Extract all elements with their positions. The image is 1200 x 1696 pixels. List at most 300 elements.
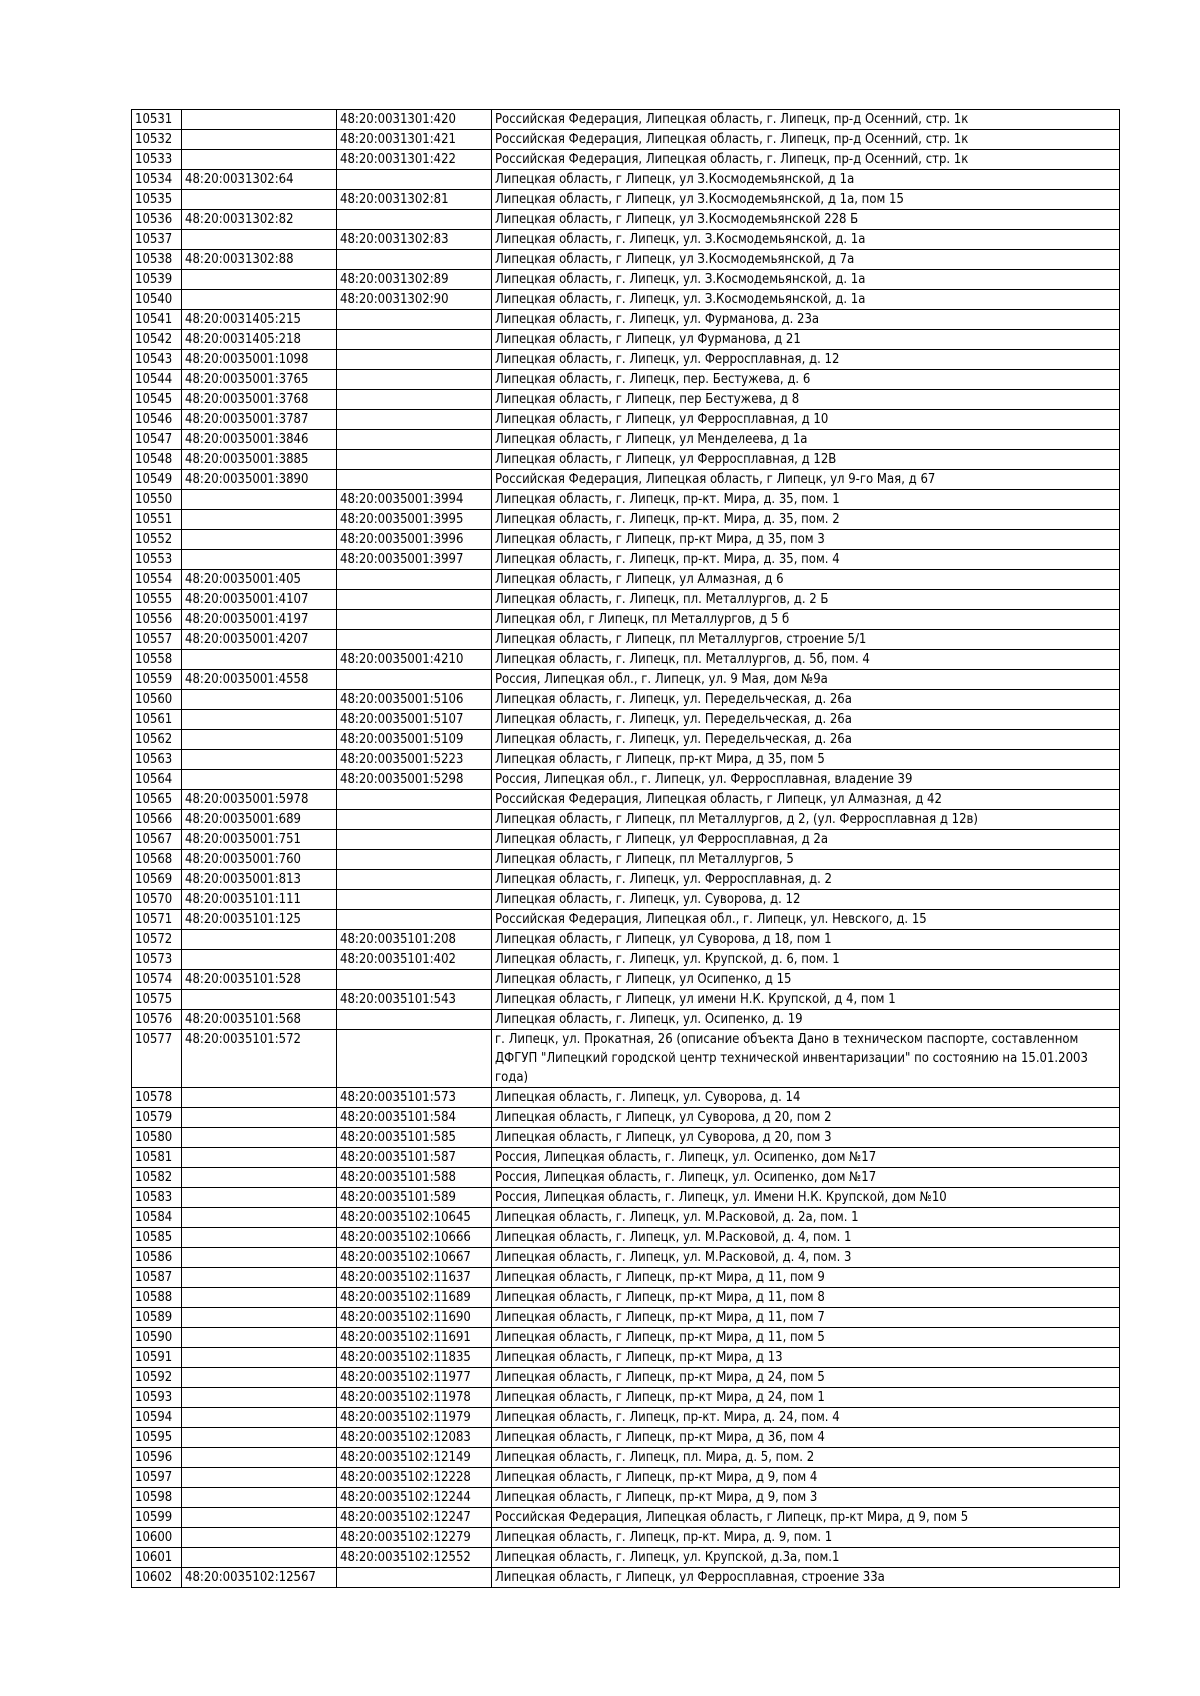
cadastral-number-cell: [182, 990, 337, 1010]
table-row: [132, 1348, 1120, 1368]
cadastral-number-secondary-cell: 48:20:0031301:420: [337, 110, 492, 130]
row-number-cell: 10583: [132, 1188, 182, 1208]
cadastral-number-secondary-cell: 48:20:0035101:543: [337, 990, 492, 1010]
cadastral-number-secondary-cell: [337, 670, 492, 690]
cadastral-number-cell: [182, 1088, 337, 1108]
table-row: [132, 1408, 1120, 1428]
row-number-cell: 10591: [132, 1348, 182, 1368]
table-row: [132, 570, 1120, 590]
cadastral-number-cell: [182, 770, 337, 790]
table-row: [132, 1548, 1120, 1568]
row-number-cell: 10576: [132, 1010, 182, 1030]
cadastral-number-secondary-cell: 48:20:0031302:83: [337, 230, 492, 250]
cadastral-number-secondary-cell: [337, 790, 492, 810]
cadastral-number-secondary-cell: 48:20:0035001:5107: [337, 710, 492, 730]
table-row: [132, 150, 1120, 170]
registry-table: [131, 109, 1120, 1588]
cadastral-number-cell: [182, 1228, 337, 1248]
cadastral-number-cell: [182, 150, 337, 170]
table-row: [132, 590, 1120, 610]
table-row: [132, 930, 1120, 950]
row-number-cell: 10541: [132, 310, 182, 330]
address-cell: Липецкая область, г Липецк, ул Суворова, д 18, пом 1: [492, 930, 1120, 950]
address-cell: Липецкая область, г Липецк, ул имени Н.К. Крупской, д 4, пом 1: [492, 990, 1120, 1010]
cadastral-number-secondary-cell: 48:20:0035102:12552: [337, 1548, 492, 1568]
cadastral-number-secondary-cell: [337, 1010, 492, 1030]
cadastral-number-cell: 48:20:0035001:813: [182, 870, 337, 890]
cadastral-number-secondary-cell: 48:20:0035102:11979: [337, 1408, 492, 1428]
table-row: [132, 1508, 1120, 1528]
table-row: [132, 410, 1120, 430]
cadastral-number-secondary-cell: 48:20:0035102:10667: [337, 1248, 492, 1268]
address-cell: Липецкая область, г. Липецк, пр-кт. Мира, д. 35, пом. 1: [492, 490, 1120, 510]
address-cell: Липецкая область, г Липецк, пр-кт Мира, д 35, пом 3: [492, 530, 1120, 550]
cadastral-number-cell: 48:20:0031405:218: [182, 330, 337, 350]
address-cell: Россия, Липецкая область, г. Липецк, ул. Осипенко, дом №17: [492, 1148, 1120, 1168]
cadastral-number-cell: [182, 270, 337, 290]
address-cell: Липецкая область, г Липецк, пр-кт Мира, д 24, пом 5: [492, 1368, 1120, 1388]
cadastral-number-secondary-cell: 48:20:0035001:5223: [337, 750, 492, 770]
cadastral-number-cell: [182, 1148, 337, 1168]
cadastral-number-secondary-cell: [337, 370, 492, 390]
address-cell: Российская Федерация, Липецкая область, г. Липецк, пр-д Осенний, стр. 1к: [492, 130, 1120, 150]
table-row: [132, 770, 1120, 790]
row-number-cell: 10599: [132, 1508, 182, 1528]
cadastral-number-cell: [182, 1288, 337, 1308]
cadastral-number-cell: 48:20:0035001:3765: [182, 370, 337, 390]
table-row: [132, 170, 1120, 190]
row-number-cell: 10580: [132, 1128, 182, 1148]
cadastral-number-secondary-cell: 48:20:0035101:584: [337, 1108, 492, 1128]
address-cell: Липецкая область, г Липецк, ул З.Космодемьянской, д 1а: [492, 170, 1120, 190]
row-number-cell: 10578: [132, 1088, 182, 1108]
address-cell: Липецкая область, г Липецк, ул Фурманова, д 21: [492, 330, 1120, 350]
row-number-cell: 10565: [132, 790, 182, 810]
cadastral-number-secondary-cell: 48:20:0035101:585: [337, 1128, 492, 1148]
address-cell: Липецкая область, г Липецк, пр-кт Мира, д 35, пом 5: [492, 750, 1120, 770]
cadastral-number-cell: [182, 1368, 337, 1388]
cadastral-number-secondary-cell: [337, 1030, 492, 1088]
cadastral-number-secondary-cell: 48:20:0035102:12244: [337, 1488, 492, 1508]
cadastral-number-secondary-cell: [337, 1568, 492, 1588]
cadastral-number-secondary-cell: 48:20:0035102:10645: [337, 1208, 492, 1228]
address-cell: Российская Федерация, Липецкая область, г Липецк, ул Алмазная, д 42: [492, 790, 1120, 810]
cadastral-number-cell: 48:20:0035001:4107: [182, 590, 337, 610]
cadastral-number-cell: [182, 1528, 337, 1548]
address-cell: Липецкая область, г. Липецк, пл. Металлургов, д. 2 Б: [492, 590, 1120, 610]
row-number-cell: 10554: [132, 570, 182, 590]
address-cell: Липецкая область, г Липецк, ул Осипенко, д 15: [492, 970, 1120, 990]
table-row: [132, 1188, 1120, 1208]
cadastral-number-secondary-cell: [337, 470, 492, 490]
cadastral-number-secondary-cell: 48:20:0035101:402: [337, 950, 492, 970]
cadastral-number-secondary-cell: [337, 430, 492, 450]
row-number-cell: 10572: [132, 930, 182, 950]
row-number-cell: 10577: [132, 1030, 182, 1088]
cadastral-number-secondary-cell: 48:20:0035101:208: [337, 930, 492, 950]
table-row: [132, 850, 1120, 870]
cadastral-number-cell: 48:20:0035101:528: [182, 970, 337, 990]
row-number-cell: 10532: [132, 130, 182, 150]
cadastral-number-secondary-cell: [337, 350, 492, 370]
row-number-cell: 10575: [132, 990, 182, 1010]
cadastral-number-secondary-cell: 48:20:0035102:11835: [337, 1348, 492, 1368]
table-row: [132, 970, 1120, 990]
row-number-cell: 10539: [132, 270, 182, 290]
cadastral-number-cell: [182, 490, 337, 510]
table-row: [132, 1468, 1120, 1488]
row-number-cell: 10567: [132, 830, 182, 850]
table-row: [132, 430, 1120, 450]
row-number-cell: 10585: [132, 1228, 182, 1248]
row-number-cell: 10548: [132, 450, 182, 470]
table-row: [132, 1388, 1120, 1408]
address-cell: Липецкая область, г Липецк, пр-кт Мира, д 36, пом 4: [492, 1428, 1120, 1448]
address-cell: Липецкая область, г. Липецк, ул. Ферросплавная, д. 12: [492, 350, 1120, 370]
cadastral-number-cell: 48:20:0035001:3768: [182, 390, 337, 410]
cadastral-number-secondary-cell: 48:20:0035101:587: [337, 1148, 492, 1168]
address-cell: Липецкая область, г. Липецк, пр-кт. Мира, д. 35, пом. 2: [492, 510, 1120, 530]
address-cell: г. Липецк, ул. Прокатная, 26 (описание объекта Дано в техническом паспорте, составленном ДФГУП "Липецкий городской центр технической инвентаризации" по состоянию на 15.01.2003 года): [492, 1030, 1120, 1088]
address-cell: Липецкая область, г Липецк, пр-кт Мира, д 9, пом 4: [492, 1468, 1120, 1488]
cadastral-number-cell: [182, 230, 337, 250]
address-cell: Липецкая область, г Липецк, пр-кт Мира, д 11, пом 8: [492, 1288, 1120, 1308]
cadastral-number-secondary-cell: [337, 630, 492, 650]
table-row: [132, 250, 1120, 270]
row-number-cell: 10573: [132, 950, 182, 970]
address-cell: Липецкая область, г Липецк, ул Ферросплавная, д 2а: [492, 830, 1120, 850]
address-cell: Липецкая область, г Липецк, ул Суворова, д 20, пом 3: [492, 1128, 1120, 1148]
table-row: [132, 1088, 1120, 1108]
table-row: [132, 1448, 1120, 1468]
row-number-cell: 10546: [132, 410, 182, 430]
row-number-cell: 10545: [132, 390, 182, 410]
row-number-cell: 10550: [132, 490, 182, 510]
address-cell: Липецкая область, г Липецк, пл Металлургов, д 2, (ул. Ферросплавная д 12в): [492, 810, 1120, 830]
row-number-cell: 10590: [132, 1328, 182, 1348]
cadastral-number-secondary-cell: [337, 810, 492, 830]
row-number-cell: 10566: [132, 810, 182, 830]
cadastral-number-secondary-cell: 48:20:0035101:589: [337, 1188, 492, 1208]
cadastral-number-secondary-cell: [337, 170, 492, 190]
row-number-cell: 10600: [132, 1528, 182, 1548]
table-row: [132, 710, 1120, 730]
cadastral-number-cell: 48:20:0031302:64: [182, 170, 337, 190]
cadastral-number-secondary-cell: [337, 910, 492, 930]
table-row: [132, 1488, 1120, 1508]
row-number-cell: 10557: [132, 630, 182, 650]
cadastral-number-cell: [182, 690, 337, 710]
cadastral-number-cell: 48:20:0035001:405: [182, 570, 337, 590]
cadastral-number-cell: [182, 950, 337, 970]
cadastral-number-secondary-cell: [337, 250, 492, 270]
row-number-cell: 10552: [132, 530, 182, 550]
cadastral-number-cell: 48:20:0035101:568: [182, 1010, 337, 1030]
registry-body: [132, 110, 1120, 1588]
address-cell: Россия, Липецкая обл., г. Липецк, ул. 9 Мая, дом №9а: [492, 670, 1120, 690]
cadastral-number-cell: 48:20:0035001:3890: [182, 470, 337, 490]
cadastral-number-cell: [182, 1268, 337, 1288]
row-number-cell: 10537: [132, 230, 182, 250]
cadastral-number-secondary-cell: 48:20:0035101:573: [337, 1088, 492, 1108]
address-cell: Липецкая область, г Липецк, пр-кт Мира, д 11, пом 7: [492, 1308, 1120, 1328]
address-cell: Липецкая область, г. Липецк, ул. Передельческая, д. 26а: [492, 690, 1120, 710]
cadastral-number-cell: 48:20:0035001:4558: [182, 670, 337, 690]
cadastral-number-cell: [182, 1128, 337, 1148]
cadastral-number-cell: 48:20:0035101:125: [182, 910, 337, 930]
address-cell: Липецкая область, г Липецк, ул Ферросплавная, строение 33а: [492, 1568, 1120, 1588]
cadastral-number-secondary-cell: 48:20:0031301:422: [337, 150, 492, 170]
row-number-cell: 10564: [132, 770, 182, 790]
table-row: [132, 630, 1120, 650]
cadastral-number-cell: 48:20:0035101:111: [182, 890, 337, 910]
address-cell: Липецкая обл, г Липецк, пл Металлургов, д 5 б: [492, 610, 1120, 630]
cadastral-number-secondary-cell: 48:20:0031302:90: [337, 290, 492, 310]
address-cell: Липецкая область, г. Липецк, ул. Крупской, д.3а, пом.1: [492, 1548, 1120, 1568]
cadastral-number-cell: [182, 1428, 337, 1448]
cadastral-number-cell: 48:20:0035101:572: [182, 1030, 337, 1088]
cadastral-number-cell: 48:20:0031302:82: [182, 210, 337, 230]
row-number-cell: 10581: [132, 1148, 182, 1168]
table-row: [132, 490, 1120, 510]
cadastral-number-cell: [182, 290, 337, 310]
table-row: [132, 270, 1120, 290]
cadastral-number-cell: [182, 1168, 337, 1188]
row-number-cell: 10563: [132, 750, 182, 770]
address-cell: Россия, Липецкая обл., г. Липецк, ул. Ферросплавная, владение 39: [492, 770, 1120, 790]
row-number-cell: 10579: [132, 1108, 182, 1128]
address-cell: Липецкая область, г. Липецк, ул. М.Расковой, д. 4, пом. 1: [492, 1228, 1120, 1248]
cadastral-number-secondary-cell: 48:20:0035102:11689: [337, 1288, 492, 1308]
address-cell: Липецкая область, г. Липецк, ул. Крупской, д. 6, пом. 1: [492, 950, 1120, 970]
address-cell: Липецкая область, г. Липецк, пер. Бестужева, д. 6: [492, 370, 1120, 390]
cadastral-number-secondary-cell: 48:20:0035102:11637: [337, 1268, 492, 1288]
row-number-cell: 10588: [132, 1288, 182, 1308]
address-cell: Липецкая область, г Липецк, пр-кт Мира, д 13: [492, 1348, 1120, 1368]
cadastral-number-secondary-cell: 48:20:0035102:12279: [337, 1528, 492, 1548]
cadastral-number-cell: [182, 730, 337, 750]
table-row: [132, 1010, 1120, 1030]
table-row: [132, 1368, 1120, 1388]
row-number-cell: 10542: [132, 330, 182, 350]
cadastral-number-secondary-cell: [337, 830, 492, 850]
cadastral-number-cell: 48:20:0031302:88: [182, 250, 337, 270]
table-row: [132, 1308, 1120, 1328]
address-cell: Липецкая область, г. Липецк, ул. Суворова, д. 12: [492, 890, 1120, 910]
cadastral-number-cell: [182, 1348, 337, 1368]
row-number-cell: 10560: [132, 690, 182, 710]
cadastral-number-cell: 48:20:0035001:689: [182, 810, 337, 830]
cadastral-number-secondary-cell: 48:20:0031302:89: [337, 270, 492, 290]
cadastral-number-secondary-cell: [337, 870, 492, 890]
address-cell: Российская Федерация, Липецкая обл., г. Липецк, ул. Невского, д. 15: [492, 910, 1120, 930]
cadastral-number-cell: 48:20:0035001:1098: [182, 350, 337, 370]
address-cell: Липецкая область, г Липецк, ул Ферросплавная, д 12В: [492, 450, 1120, 470]
row-number-cell: 10595: [132, 1428, 182, 1448]
cadastral-number-cell: 48:20:0035001:3885: [182, 450, 337, 470]
row-number-cell: 10593: [132, 1388, 182, 1408]
table-row: [132, 890, 1120, 910]
row-number-cell: 10589: [132, 1308, 182, 1328]
row-number-cell: 10559: [132, 670, 182, 690]
address-cell: Липецкая область, г Липецк, ул З.Космодемьянской, д 7а: [492, 250, 1120, 270]
cadastral-number-cell: [182, 1388, 337, 1408]
cadastral-number-cell: 48:20:0035102:12567: [182, 1568, 337, 1588]
cadastral-number-cell: [182, 1328, 337, 1348]
table-row: [132, 1148, 1120, 1168]
row-number-cell: 10602: [132, 1568, 182, 1588]
row-number-cell: 10533: [132, 150, 182, 170]
cadastral-number-cell: [182, 1448, 337, 1468]
address-cell: Липецкая область, г. Липецк, ул. Осипенко, д. 19: [492, 1010, 1120, 1030]
table-row: [132, 1288, 1120, 1308]
row-number-cell: 10561: [132, 710, 182, 730]
table-row: [132, 1328, 1120, 1348]
cadastral-number-secondary-cell: [337, 570, 492, 590]
table-row: [132, 1128, 1120, 1148]
row-number-cell: 10596: [132, 1448, 182, 1468]
table-row: [132, 1528, 1120, 1548]
address-cell: Липецкая область, г Липецк, ул З.Космодемьянской, д 1а, пом 15: [492, 190, 1120, 210]
cadastral-number-secondary-cell: 48:20:0035101:588: [337, 1168, 492, 1188]
address-cell: Липецкая область, г. Липецк, ул. М.Расковой, д. 4, пом. 3: [492, 1248, 1120, 1268]
table-row: [132, 130, 1120, 150]
table-row: [132, 290, 1120, 310]
table-row: [132, 610, 1120, 630]
address-cell: Липецкая область, г. Липецк, пл. Мира, д. 5, пом. 2: [492, 1448, 1120, 1468]
cadastral-number-cell: [182, 530, 337, 550]
address-cell: Липецкая область, г. Липецк, ул. Ферросплавная, д. 2: [492, 870, 1120, 890]
cadastral-number-cell: [182, 110, 337, 130]
address-cell: Российская Федерация, Липецкая область, г. Липецк, пр-д Осенний, стр. 1к: [492, 110, 1120, 130]
row-number-cell: 10556: [132, 610, 182, 630]
table-row: [132, 1268, 1120, 1288]
address-cell: Российская Федерация, Липецкая область, г. Липецк, пр-д Осенний, стр. 1к: [492, 150, 1120, 170]
table-row: [132, 370, 1120, 390]
address-cell: Липецкая область, г Липецк, пл Металлургов, 5: [492, 850, 1120, 870]
address-cell: Российская Федерация, Липецкая область, г Липецк, пр-кт Мира, д 9, пом 5: [492, 1508, 1120, 1528]
cadastral-number-secondary-cell: 48:20:0035001:5298: [337, 770, 492, 790]
cadastral-number-cell: [182, 1408, 337, 1428]
table-row: [132, 730, 1120, 750]
cadastral-number-secondary-cell: [337, 610, 492, 630]
table-row: [132, 690, 1120, 710]
cadastral-number-cell: 48:20:0035001:3787: [182, 410, 337, 430]
cadastral-number-secondary-cell: 48:20:0031302:81: [337, 190, 492, 210]
cadastral-number-secondary-cell: [337, 410, 492, 430]
cadastral-number-cell: 48:20:0035001:4207: [182, 630, 337, 650]
address-cell: Липецкая область, г. Липецк, ул. Передельческая, д. 26а: [492, 730, 1120, 750]
row-number-cell: 10584: [132, 1208, 182, 1228]
row-number-cell: 10540: [132, 290, 182, 310]
address-cell: Липецкая область, г Липецк, пр-кт Мира, д 9, пом 3: [492, 1488, 1120, 1508]
address-cell: Липецкая область, г. Липецк, ул. М.Расковой, д. 2а, пом. 1: [492, 1208, 1120, 1228]
address-cell: Липецкая область, г Липецк, ул Суворова, д 20, пом 2: [492, 1108, 1120, 1128]
row-number-cell: 10598: [132, 1488, 182, 1508]
cadastral-number-cell: [182, 1248, 337, 1268]
cadastral-number-secondary-cell: 48:20:0035102:11690: [337, 1308, 492, 1328]
table-row: [132, 1168, 1120, 1188]
row-number-cell: 10551: [132, 510, 182, 530]
table-row: [132, 830, 1120, 850]
cadastral-number-secondary-cell: 48:20:0035001:4210: [337, 650, 492, 670]
row-number-cell: 10553: [132, 550, 182, 570]
address-cell: Липецкая область, г Липецк, пер Бестужева, д 8: [492, 390, 1120, 410]
table-row: [132, 990, 1120, 1010]
row-number-cell: 10569: [132, 870, 182, 890]
cadastral-number-cell: [182, 930, 337, 950]
address-cell: Липецкая область, г Липецк, ул Ферросплавная, д 10: [492, 410, 1120, 430]
row-number-cell: 10582: [132, 1168, 182, 1188]
row-number-cell: 10558: [132, 650, 182, 670]
address-cell: Липецкая область, г. Липецк, ул. З.Космодемьянской, д. 1а: [492, 270, 1120, 290]
row-number-cell: 10544: [132, 370, 182, 390]
cadastral-number-secondary-cell: [337, 330, 492, 350]
row-number-cell: 10534: [132, 170, 182, 190]
table-row: [132, 310, 1120, 330]
cadastral-number-secondary-cell: [337, 210, 492, 230]
cadastral-number-secondary-cell: 48:20:0035001:5109: [337, 730, 492, 750]
cadastral-number-secondary-cell: 48:20:0035102:11977: [337, 1368, 492, 1388]
row-number-cell: 10570: [132, 890, 182, 910]
row-number-cell: 10535: [132, 190, 182, 210]
row-number-cell: 10568: [132, 850, 182, 870]
row-number-cell: 10549: [132, 470, 182, 490]
cadastral-number-secondary-cell: 48:20:0035102:12149: [337, 1448, 492, 1468]
table-row: [132, 1568, 1120, 1588]
row-number-cell: 10538: [132, 250, 182, 270]
address-cell: Липецкая область, г. Липецк, пр-кт. Мира, д. 35, пом. 4: [492, 550, 1120, 570]
cadastral-number-secondary-cell: 48:20:0035102:12247: [337, 1508, 492, 1528]
table-row: [132, 510, 1120, 530]
cadastral-number-cell: 48:20:0035001:751: [182, 830, 337, 850]
cadastral-number-cell: 48:20:0035001:760: [182, 850, 337, 870]
table-row: [132, 350, 1120, 370]
table-row: [132, 210, 1120, 230]
cadastral-number-secondary-cell: 48:20:0035001:5106: [337, 690, 492, 710]
table-row: [132, 1108, 1120, 1128]
table-row: [132, 910, 1120, 930]
cadastral-number-cell: [182, 510, 337, 530]
address-cell: Россия, Липецкая область, г. Липецк, ул. Осипенко, дом №17: [492, 1168, 1120, 1188]
cadastral-number-cell: [182, 130, 337, 150]
cadastral-number-cell: 48:20:0035001:3846: [182, 430, 337, 450]
address-cell: Липецкая область, г Липецк, пр-кт Мира, д 11, пом 9: [492, 1268, 1120, 1288]
cadastral-number-secondary-cell: [337, 850, 492, 870]
cadastral-number-secondary-cell: 48:20:0035102:11978: [337, 1388, 492, 1408]
table-row: [132, 470, 1120, 490]
table-row: [132, 1428, 1120, 1448]
cadastral-number-secondary-cell: [337, 590, 492, 610]
row-number-cell: 10601: [132, 1548, 182, 1568]
cadastral-number-cell: [182, 190, 337, 210]
cadastral-number-secondary-cell: [337, 890, 492, 910]
table-row: [132, 1030, 1120, 1088]
address-cell: Липецкая область, г. Липецк, ул. Фурманова, д. 23а: [492, 310, 1120, 330]
cadastral-number-secondary-cell: 48:20:0035001:3997: [337, 550, 492, 570]
row-number-cell: 10594: [132, 1408, 182, 1428]
row-number-cell: 10536: [132, 210, 182, 230]
address-cell: Липецкая область, г. Липецк, ул. З.Космодемьянской, д. 1а: [492, 230, 1120, 250]
table-row: [132, 670, 1120, 690]
address-cell: Липецкая область, г Липецк, ул Менделеева, д 1а: [492, 430, 1120, 450]
table-row: [132, 530, 1120, 550]
cadastral-number-cell: 48:20:0035001:5978: [182, 790, 337, 810]
address-cell: Липецкая область, г. Липецк, пл. Металлургов, д. 5б, пом. 4: [492, 650, 1120, 670]
table-row: [132, 390, 1120, 410]
table-row: [132, 230, 1120, 250]
table-row: [132, 1248, 1120, 1268]
